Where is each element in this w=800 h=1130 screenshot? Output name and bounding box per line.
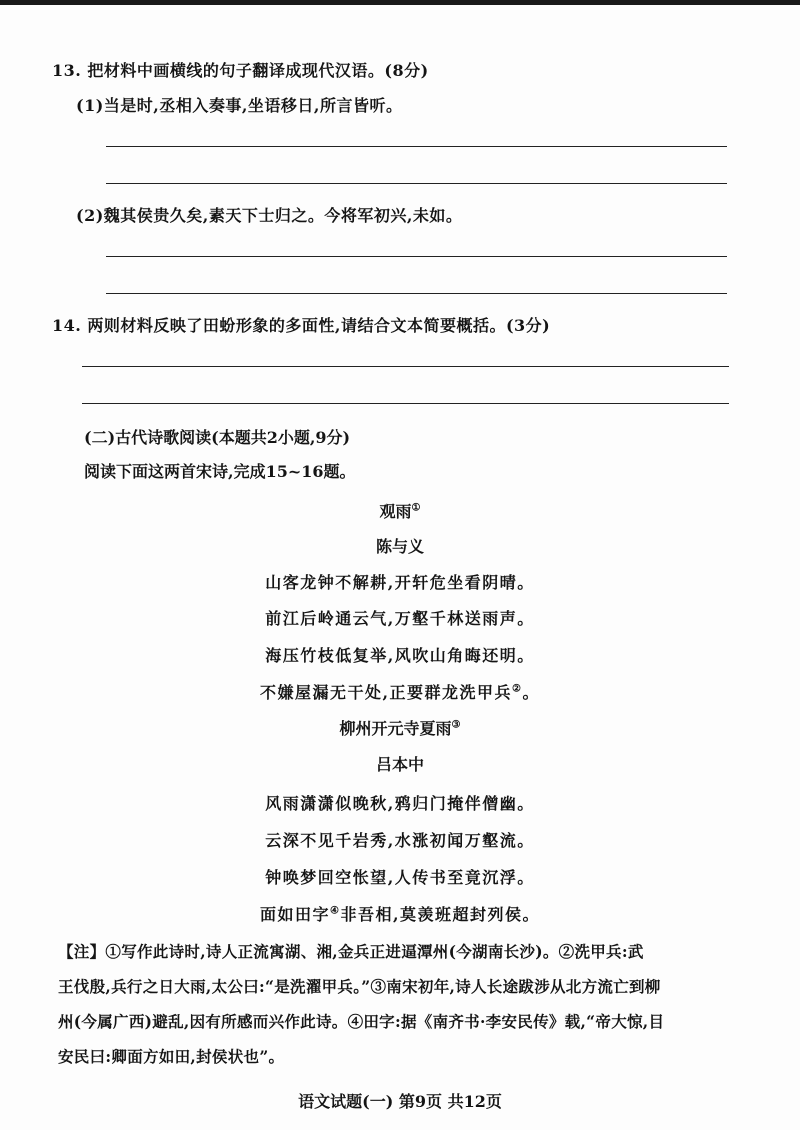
answer-line[interactable] — [82, 403, 729, 404]
scan-top-border — [0, 0, 800, 5]
question-13-stem: 13. 把材料中画横线的句子翻译成现代汉语。(8分) — [52, 61, 429, 80]
footnote-line: 王伐殷,兵行之日大雨,太公曰:“是洗濯甲兵。”③南宋初年,诗人长途跋涉从北方流亡到柳 — [58, 977, 661, 996]
poem-2-line: 风雨潇潇似晚秋,鸦归门掩伴僧幽。 — [265, 794, 535, 813]
footnote-line: 州(今属广西)避乱,因有所感而兴作此诗。④田字:据《南齐书·李安民传》载,“帝大惊,目 — [58, 1012, 665, 1031]
poem-2-author: 吕本中 — [375, 755, 424, 774]
answer-line[interactable] — [106, 146, 727, 147]
poem-2-title: 柳州开元寺夏雨③ — [339, 719, 461, 738]
poem-2-line: 云深不见千岩秀,水涨初闻万壑流。 — [265, 831, 535, 850]
question-13-sentence-1: (1)当是时,丞相入奏事,坐语移日,所言皆听。 — [76, 96, 403, 115]
poem-1-line: 海压竹枝低复举,风吹山角晦还明。 — [265, 646, 535, 665]
poem-1-line: 不嫌屋漏无干处,正要群龙洗甲兵②。 — [259, 683, 541, 702]
section-heading: (二)古代诗歌阅读(本题共2小题,9分) — [84, 428, 351, 447]
answer-line[interactable] — [106, 256, 727, 257]
answer-line[interactable] — [106, 183, 727, 184]
answer-line[interactable] — [106, 293, 727, 294]
poem-2-line: 面如田字④非吾相,莫羡班超封列侯。 — [259, 905, 541, 924]
footnote-line: 【注】①写作此诗时,诗人正流寓湖、湘,金兵正进逼潭州(今湖南长沙)。②洗甲兵:武 — [58, 942, 644, 961]
answer-line[interactable] — [82, 366, 729, 367]
footnote-marker: ③ — [451, 719, 461, 731]
footnote-line: 安民曰:卿面方如田,封侯状也”。 — [58, 1047, 285, 1066]
section-instruction: 阅读下面这两首宋诗,完成15~16题。 — [84, 462, 356, 481]
question-14-stem: 14. 两则材料反映了田蚡形象的多面性,请结合文本简要概括。(3分) — [52, 316, 551, 335]
footnote-marker: ② — [512, 683, 523, 695]
poem-1-title: 观雨① — [379, 502, 421, 521]
poem-2-line: 钟唤梦回空怅望,人传书至竟沉浮。 — [265, 868, 535, 887]
question-13-sentence-2: (2)魏其侯贵久矣,素天下士归之。今将军初兴,未如。 — [76, 206, 463, 225]
poem-1-line: 山客龙钟不解耕,开轩危坐看阴晴。 — [265, 573, 535, 592]
footnote-marker: ① — [411, 502, 421, 514]
poem-1-author: 陈与义 — [375, 537, 424, 556]
poem-1-line: 前江后岭通云气,万壑千林送雨声。 — [265, 609, 535, 628]
footnote-marker: ④ — [329, 905, 341, 917]
page-footer: 语文试题(一) 第9页 共12页 — [298, 1092, 502, 1111]
